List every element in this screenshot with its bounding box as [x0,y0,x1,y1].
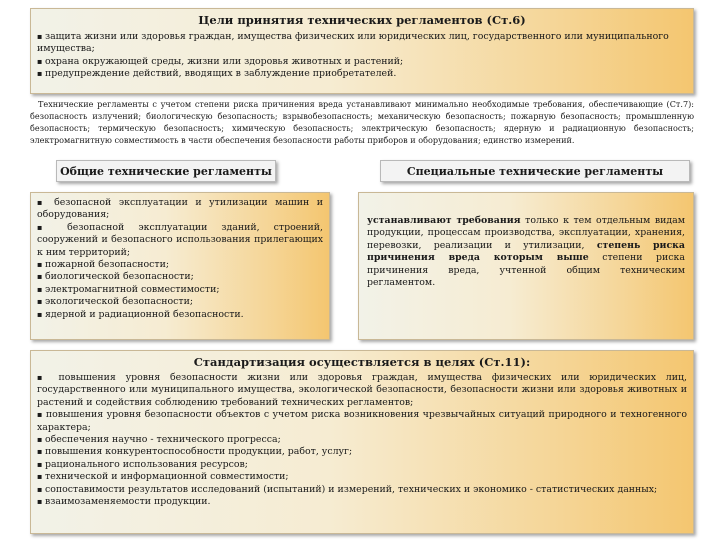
list-item: ▪ сопоставимости результатов исследований (испытаний) и измерений, технических и экономико - статистических данных; [37,484,687,496]
general-list [37,197,323,321]
special-bold-2: степень риска причинения вреда которым выше [367,239,685,264]
list-item: ▪ повышения уровня безопасности жизни или здоровья граждан, имущества физических или юридических лиц, государственного или муниципального имущества, экологической безопасности, безопасности жизни или здоровья животных и растений и содействия соблюдению требований технических регламентов; [37,372,687,409]
special-regulations-header: Специальные технические регламенты [380,160,690,182]
list-item: ▪ биологической безопасности; [37,271,323,283]
requirements-paragraph: Технические регламенты с учетом степени риска причинения вреда устанавливают минимально необходимые требования, обеспечивающие (Ст.7): безопасность излучений; биологическую безопасность; взрывобезопасность; механическую безопасность; пожарную безопасность; промышленную безопасность; термическую безопасность; химическую безопасность; электрическую безопасность; ядерную и радиационную безопасность; электромагнитную совместимость в части обеспечения безопасности работы приборов и оборудования; единство измерений. [30,99,694,145]
standardization-title: Стандартизация осуществляется в целях (Ст.11): [193,355,531,369]
list-item: ▪ взаимозаменяемости продукции. [37,496,687,508]
special-description [367,215,685,289]
list-item: ▪ повышения уровня безопасности объектов с учетом риска возникновения чрезвычайных ситуаций природного и техногенного характера; [37,409,687,434]
general-regulations-box [30,192,330,340]
special-text-1: только к тем отдельным видам продукции, процессам производства, эксплуатации, хранения, перевозки, реализации и утилизации, [367,215,685,251]
special-bold-1: устанавливают требования [367,215,521,226]
list-item: ▪ рационального использования ресурсов; [37,459,687,471]
goals-box [30,8,694,94]
standardization-list [37,372,687,508]
list-item: ▪ пожарной безопасности; [37,259,323,271]
list-item: ▪ экологической безопасности; [37,296,323,308]
list-item: ▪ безопасной эксплуатации зданий, строений, сооружений и безопасного использования прилегающих к ним территорий; [37,222,323,259]
goals-list [37,31,687,81]
general-regulations-header: Общие технические регламенты [56,160,276,182]
list-item: ▪ технической и информационной совместимости; [37,471,687,483]
list-item: ▪ предупреждение действий, вводящих в заблуждение приобретателей. [37,68,687,80]
goals-title: Цели принятия технических регламентов (Ст.6) [198,13,526,27]
standardization-box [30,350,694,534]
list-item: ▪ ядерной и радиационной безопасности. [37,309,323,321]
special-text-2: степени риска причинения вреда, учтенной общим техническим регламентом. [367,252,685,289]
list-item: ▪ охрана окружающей среды, жизни или здоровья животных и растений; [37,56,687,68]
list-item: ▪ электромагнитной совместимости; [37,284,323,296]
list-item: ▪ безопасной эксплуатации и утилизации машин и оборудования; [37,197,323,222]
list-item: ▪ повышения конкурентоспособности продукции, работ, услуг; [37,446,687,458]
list-item: ▪ обеспечения научно - технического прогресса; [37,434,687,446]
special-regulations-box [358,192,694,340]
list-item: ▪ защита жизни или здоровья граждан, имущества физических или юридических лиц, государственного или муниципального имущества; [37,31,687,56]
